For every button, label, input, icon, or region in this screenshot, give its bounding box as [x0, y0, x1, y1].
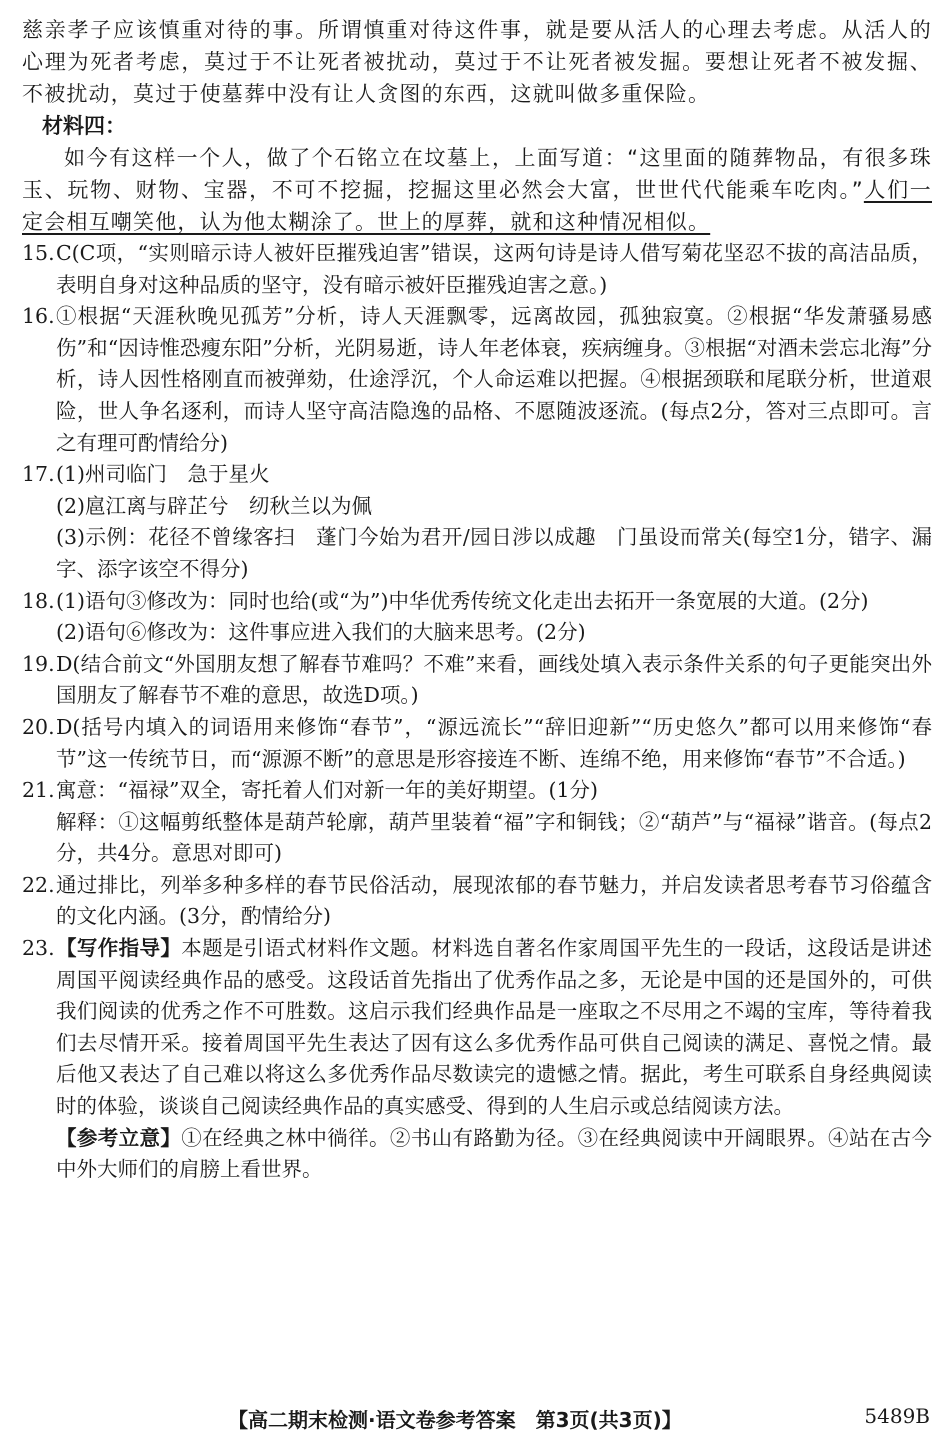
- answer-text: ①根据“天涯秋晚见孤芳”分析，诗人天涯飘零，远离故园，孤独寂寞。②根据“华发萧骚易感伤”和“因诗惟恐瘦东阳”分析，光阴易逝，诗人年老体衰，疾病缠身。③根据“对酒未尝忘北海”分析，诗人因性格刚直而被弹劾，仕途浮沉，个人命运难以把握。④根据颈联和尾联分析，世道艰险，世人争名逐利，而诗人坚守高洁隐逸的品格、不愿随波逐流。(每点2分，答对三点即可。言之有理可酌情给分): [56, 304, 932, 455]
- question-number: 20.: [22, 714, 55, 739]
- answer-18: [22, 586, 932, 649]
- reference-theme-tag: 【参考立意】: [56, 1125, 182, 1150]
- page-footer: [0, 1404, 950, 1436]
- writing-guide: [56, 933, 932, 1123]
- material-three-tail: 慈亲孝子应该慎重对待的事。所谓慎重对待这件事，就是要从活人的心理去考虑。从活人的心理为死者考虑，莫过于不让死者被扰动，莫过于不让死者被发掘。要想让死者不被发掘、不被扰动，莫过于使墓葬中没有让人贪图的东西，这就叫做多重保险。: [22, 18, 932, 106]
- answer-text: D(结合前文“外国朋友想了解春节难吗？不难”来看，画线处填入表示条件关系的句子更能突出外国朋友了解春节不难的意思，故选D项。): [56, 651, 932, 708]
- answer-21: [22, 775, 932, 870]
- answer-16: [22, 301, 932, 459]
- answer-21-meaning: 寓意：“福禄”双全，寄托着人们对新一年的美好期望。(1分): [56, 778, 598, 803]
- reference-theme: [56, 1123, 932, 1186]
- question-number: 16.: [22, 304, 55, 329]
- answer-19: [22, 649, 932, 712]
- question-number: 18.: [22, 588, 55, 613]
- question-number: 23.: [22, 936, 55, 961]
- answer-15: [22, 238, 932, 301]
- question-number: 19.: [22, 651, 55, 676]
- answer-20: [22, 712, 932, 775]
- writing-guide-tag: 【写作指导】: [56, 936, 182, 961]
- answer-text: D(括号内填入的词语用来修饰“春节”，“源远流长”“辞旧迎新”“历史悠久”都可以用来修饰“春节”这一传统节日，而“源源不断”的意思是形容接连不断、连绵不绝，用来修饰“春节”不合适。): [56, 714, 932, 771]
- question-number: 21.: [22, 778, 55, 803]
- answer-23: [22, 933, 932, 1186]
- answer-17-part-3: (3)示例：花径不曾缘客扫 蓬门今始为君开/园日涉以成趣 门虽设而常关(每空1分，错字、漏字、添字该空不得分): [56, 525, 932, 581]
- material-four-text: [22, 142, 932, 238]
- question-number: 17.: [22, 462, 55, 487]
- writing-guide-text: 本题是引语式材料作文题。材料选自著名作家周国平先生的一段话，这段话是讲述周国平阅读经典作品的感受。这段话首先指出了优秀作品之多，无论是中国的还是国外的，可供我们阅读的优秀之作不可胜数。这启示我们经典作品是一座取之不尽用之不竭的宝库，等待着我们去尽情开采。接着周国平先生表达了因有这么多优秀作品可供自己阅读的满足、喜悦之情。最后他又表达了自己难以将这么多优秀作品尽数读完的遗憾之情。据此，考生可联系自身经典阅读时的体验，谈谈自己阅读经典作品的真实感受、得到的人生启示或总结阅读方法。: [56, 936, 933, 1119]
- material-four-heading: 材料四：: [42, 114, 126, 138]
- answer-17-part-2: (2)扈江离与辟芷兮 纫秋兰以为佩: [56, 493, 373, 518]
- answer-18-part-2: (2)语句⑥修改为：这件事应进入我们的大脑来思考。(2分): [56, 620, 586, 645]
- reference-theme-text: ①在经典之林中徜徉。②书山有路勤为径。③在经典阅读中开阔眼界。④站在古今中外大师们的肩膀上看世界。: [56, 1125, 933, 1182]
- material-four-text-before: 如今有这样一个人，做了个石铭立在坟墓上，上面写道：“这里面的随葬物品，有很多珠玉、玩物、财物、宝器，不可不挖掘，挖掘这里必然会大富，世世代代能乘车吃肉。”: [22, 146, 932, 202]
- answer-page: [22, 14, 932, 1186]
- answer-17: [22, 459, 932, 585]
- answer-18-part-1: (1)语句③修改为：同时也给(或“为”)中华优秀传统文化走出去拓开一条宽展的大道。(2分): [56, 588, 869, 613]
- footer-code: 5489B: [864, 1404, 930, 1428]
- question-number: 22.: [22, 872, 55, 897]
- question-number: 15.: [22, 241, 55, 265]
- answer-22: [22, 870, 932, 933]
- answer-21-explanation: 解释：①这幅剪纸整体是葫芦轮廓，葫芦里装着“福”字和铜钱；②“葫芦”与“福禄”谐音。(每点2分，共4分。意思对即可): [56, 809, 932, 866]
- answer-17-part-1: (1)州司临门 急于星火: [56, 462, 270, 487]
- answer-text: C(C项，“实则暗示诗人被奸臣摧残迫害”错误，这两句诗是诗人借写菊花坚忍不拔的高洁品质，表明自身对这种品质的坚守，没有暗示被奸臣摧残迫害之意。): [56, 241, 932, 297]
- footer-title: 【高二期末检测·语文卷参考答案 第3页(共3页)】: [228, 1408, 682, 1432]
- answer-text: 通过排比，列举多种多样的春节民俗活动，展现浓郁的春节魅力，并启发读者思考春节习俗蕴含的文化内涵。(3分，酌情给分): [56, 872, 932, 929]
- material-four-underlined-text: 人们一定会相互嘲笑他，认为他太糊涂了。世上的厚葬，就和这种情况相似。: [22, 178, 932, 234]
